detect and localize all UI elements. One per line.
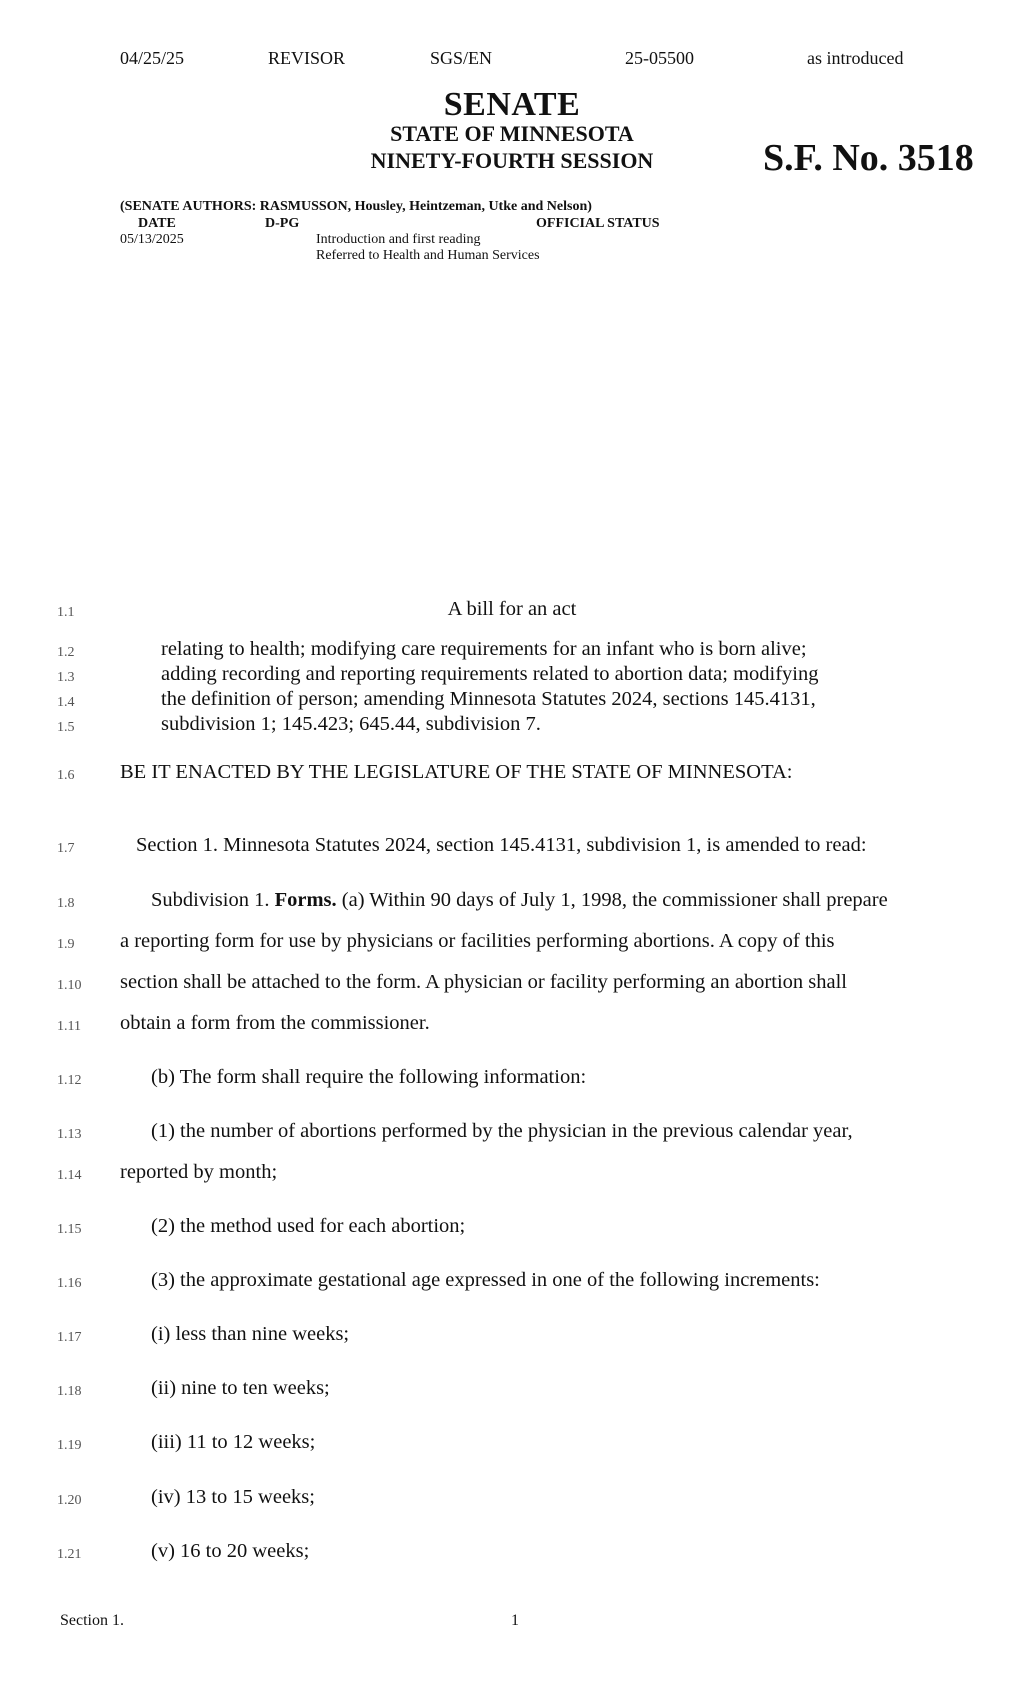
bill-line: (1) the number of abortions performed by the physician in the previous calendar year, — [151, 1120, 853, 1142]
bill-line: reported by month; — [120, 1161, 278, 1183]
status-col-date: DATE — [138, 216, 176, 231]
line-number: 1.12 — [57, 1073, 82, 1088]
line-number: 1.10 — [57, 978, 82, 993]
senate-authors: (SENATE AUTHORS: RASMUSSON, Housley, Heintzeman, Utke and Nelson) — [120, 199, 592, 214]
subdivision-title: Forms. — [274, 889, 337, 911]
header-doc-number: 25-05500 — [625, 48, 694, 68]
header-initials: SGS/EN — [430, 48, 493, 68]
bill-line: (iv) 13 to 15 weeks; — [151, 1486, 315, 1508]
subdivision-prefix: Subdivision 1. — [151, 889, 275, 911]
status-col-official: OFFICIAL STATUS — [536, 216, 660, 231]
bill-line: (2) the method used for each abortion; — [151, 1215, 466, 1237]
bill-number: S.F. No. 3518 — [763, 137, 974, 179]
bill-line: section shall be attached to the form. A physician or facility performing an abortion shall — [120, 971, 847, 993]
bill-title: A bill for an act — [447, 598, 577, 620]
footer-page-number: 1 — [511, 1612, 519, 1629]
bill-line: (iii) 11 to 12 weeks; — [151, 1431, 316, 1453]
header-revisor: REVISOR — [268, 48, 346, 68]
line-number: 1.7 — [57, 841, 75, 856]
line-number: 1.1 — [57, 605, 75, 620]
line-number: 1.4 — [57, 695, 75, 710]
bill-line: (v) 16 to 20 weeks; — [151, 1540, 310, 1562]
status-col-dpg: D-PG — [265, 216, 300, 231]
bill-line: obtain a form from the commissioner. — [120, 1012, 430, 1034]
enacting-clause: BE IT ENACTED BY THE LEGISLATURE OF THE STATE OF MINNESOTA: — [120, 761, 793, 783]
bill-line: a reporting form for use by physicians or facilities performing abortions. A copy of this — [120, 930, 835, 952]
bill-line: relating to health; modifying care requirements for an infant who is born alive; — [161, 638, 807, 660]
bill-line: the definition of person; amending Minnesota Statutes 2024, sections 145.4131, — [161, 688, 816, 710]
line-number: 1.16 — [57, 1276, 82, 1291]
line-number: 1.5 — [57, 720, 75, 735]
line-number: 1.21 — [57, 1547, 82, 1562]
bill-line: (b) The form shall require the following information: — [151, 1066, 587, 1088]
bill-line: (3) the approximate gestational age expressed in one of the following increments: — [151, 1269, 820, 1291]
line-number: 1.18 — [57, 1384, 82, 1399]
subdivision-text: (a) Within 90 days of July 1, 1998, the commissioner shall prepare — [336, 889, 888, 911]
line-number: 1.14 — [57, 1168, 82, 1183]
line-number: 1.8 — [57, 896, 75, 911]
line-number: 1.17 — [57, 1330, 82, 1345]
state-name: STATE OF MINNESOTA — [390, 121, 634, 146]
line-number: 1.2 — [57, 645, 75, 660]
subdivision-line — [151, 889, 888, 912]
line-number: 1.13 — [57, 1127, 82, 1142]
bill-line: (i) less than nine weeks; — [151, 1323, 350, 1345]
senate-title: SENATE — [443, 86, 581, 123]
line-number: 1.11 — [57, 1019, 81, 1034]
line-number: 1.15 — [57, 1222, 82, 1237]
header-date: 04/25/25 — [120, 48, 185, 68]
session-name: NINETY-FOURTH SESSION — [370, 148, 654, 173]
line-number: 1.20 — [57, 1493, 82, 1508]
bill-line: subdivision 1; 145.423; 645.44, subdivision 7. — [161, 713, 541, 735]
status-entry-1: Introduction and first reading — [316, 232, 481, 247]
bill-line: (ii) nine to ten weeks; — [151, 1377, 330, 1399]
status-entry-date: 05/13/2025 — [120, 232, 184, 247]
header-version: as introduced — [807, 48, 904, 68]
section-heading: Section 1. Minnesota Statutes 2024, section 145.4131, subdivision 1, is amended to read: — [136, 834, 867, 856]
line-number: 1.19 — [57, 1438, 82, 1453]
bill-line: adding recording and reporting requirements related to abortion data; modifying — [161, 663, 819, 685]
status-entry-2: Referred to Health and Human Services — [316, 248, 540, 263]
line-number: 1.3 — [57, 670, 75, 685]
footer-section: Section 1. — [60, 1612, 124, 1629]
line-number: 1.9 — [57, 937, 75, 952]
line-number: 1.6 — [57, 768, 75, 783]
